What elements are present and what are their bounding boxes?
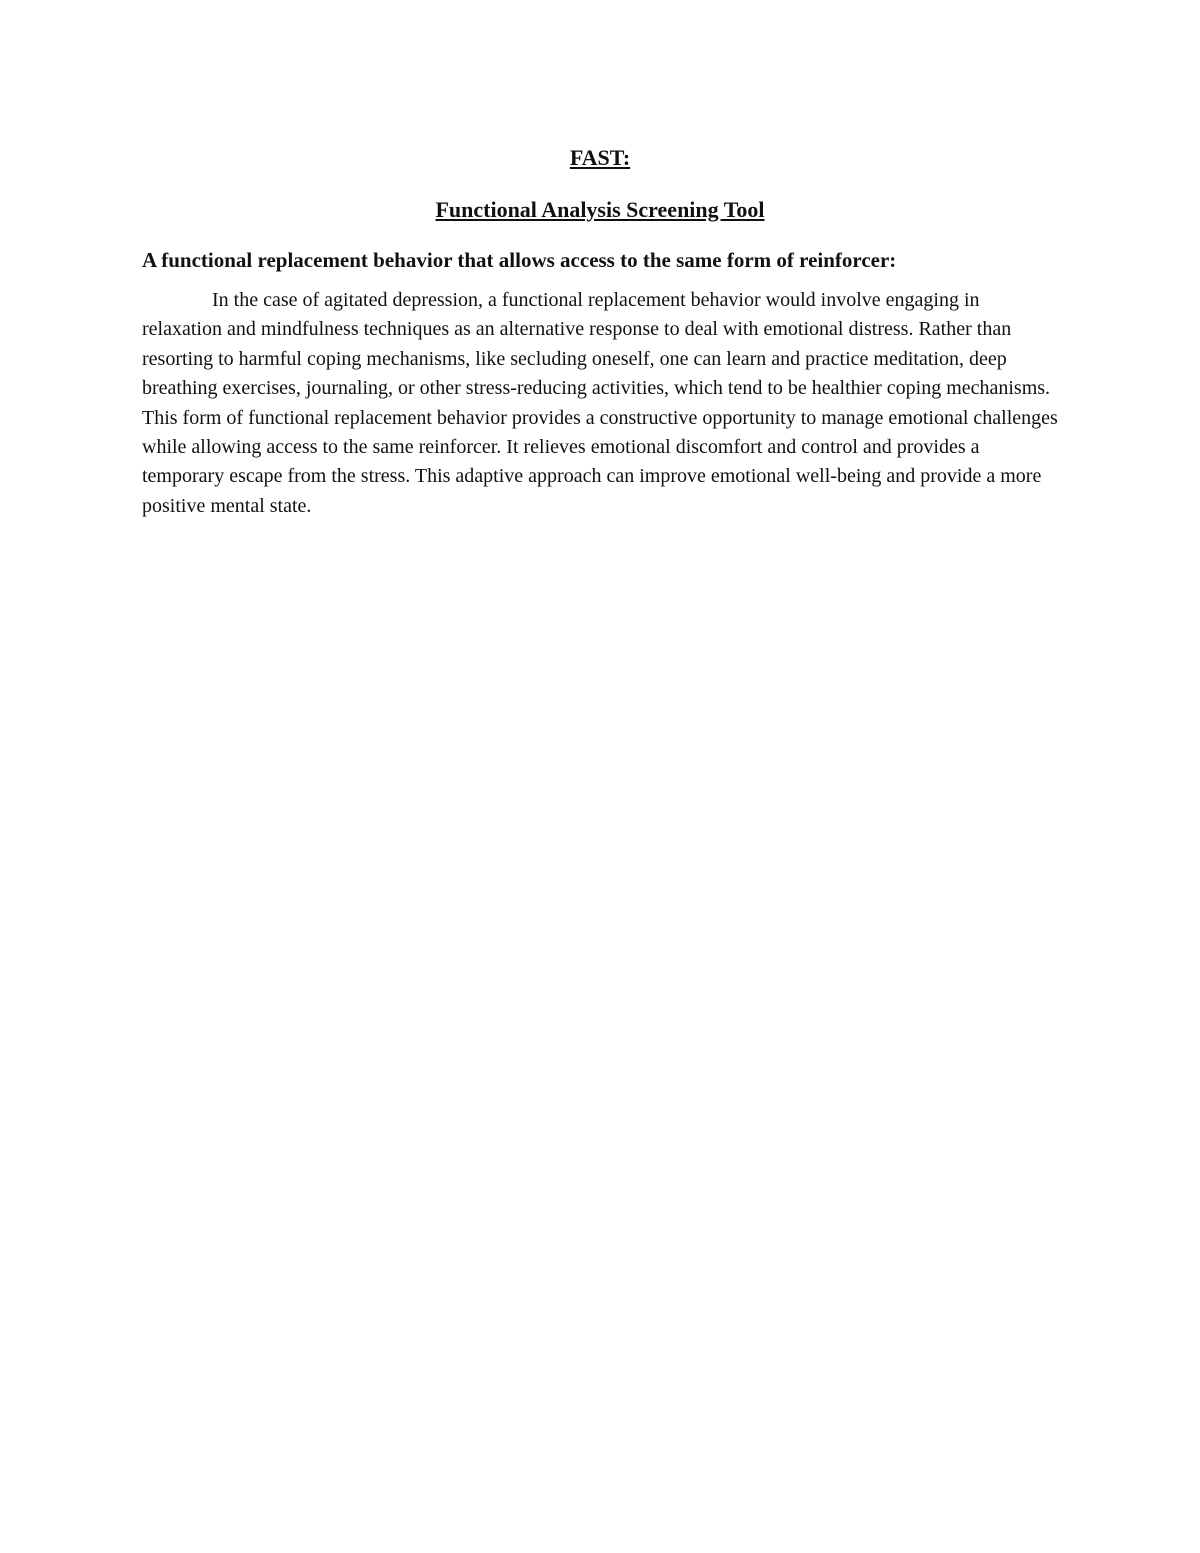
document-title: FAST: bbox=[569, 145, 631, 170]
document-content bbox=[142, 138, 1058, 521]
section-heading: A functional replacement behavior that allows access to the same form of reinforcer: bbox=[142, 248, 897, 272]
document-subtitle: Functional Analysis Screening Tool bbox=[435, 197, 765, 222]
body-paragraph: In the case of agitated depression, a functional replacement behavior would involve engaging in relaxation and mindfulness techniques as an alternative response to deal with emotional distress. Rather than resorting to harmful coping mechanisms, like secluding oneself, one can learn and practice meditation, deep breathing exercises, journaling, or other stress-reducing activities, which tend to be healthier coping mechanisms. This form of functional replacement behavior provides a constructive opportunity to manage emotional challenges while allowing access to the same reinforcer. It relieves emotional discomfort and control and provides a temporary escape from the stress. This adaptive approach can improve emotional well-being and provide a more positive mental state. bbox=[142, 289, 1058, 517]
